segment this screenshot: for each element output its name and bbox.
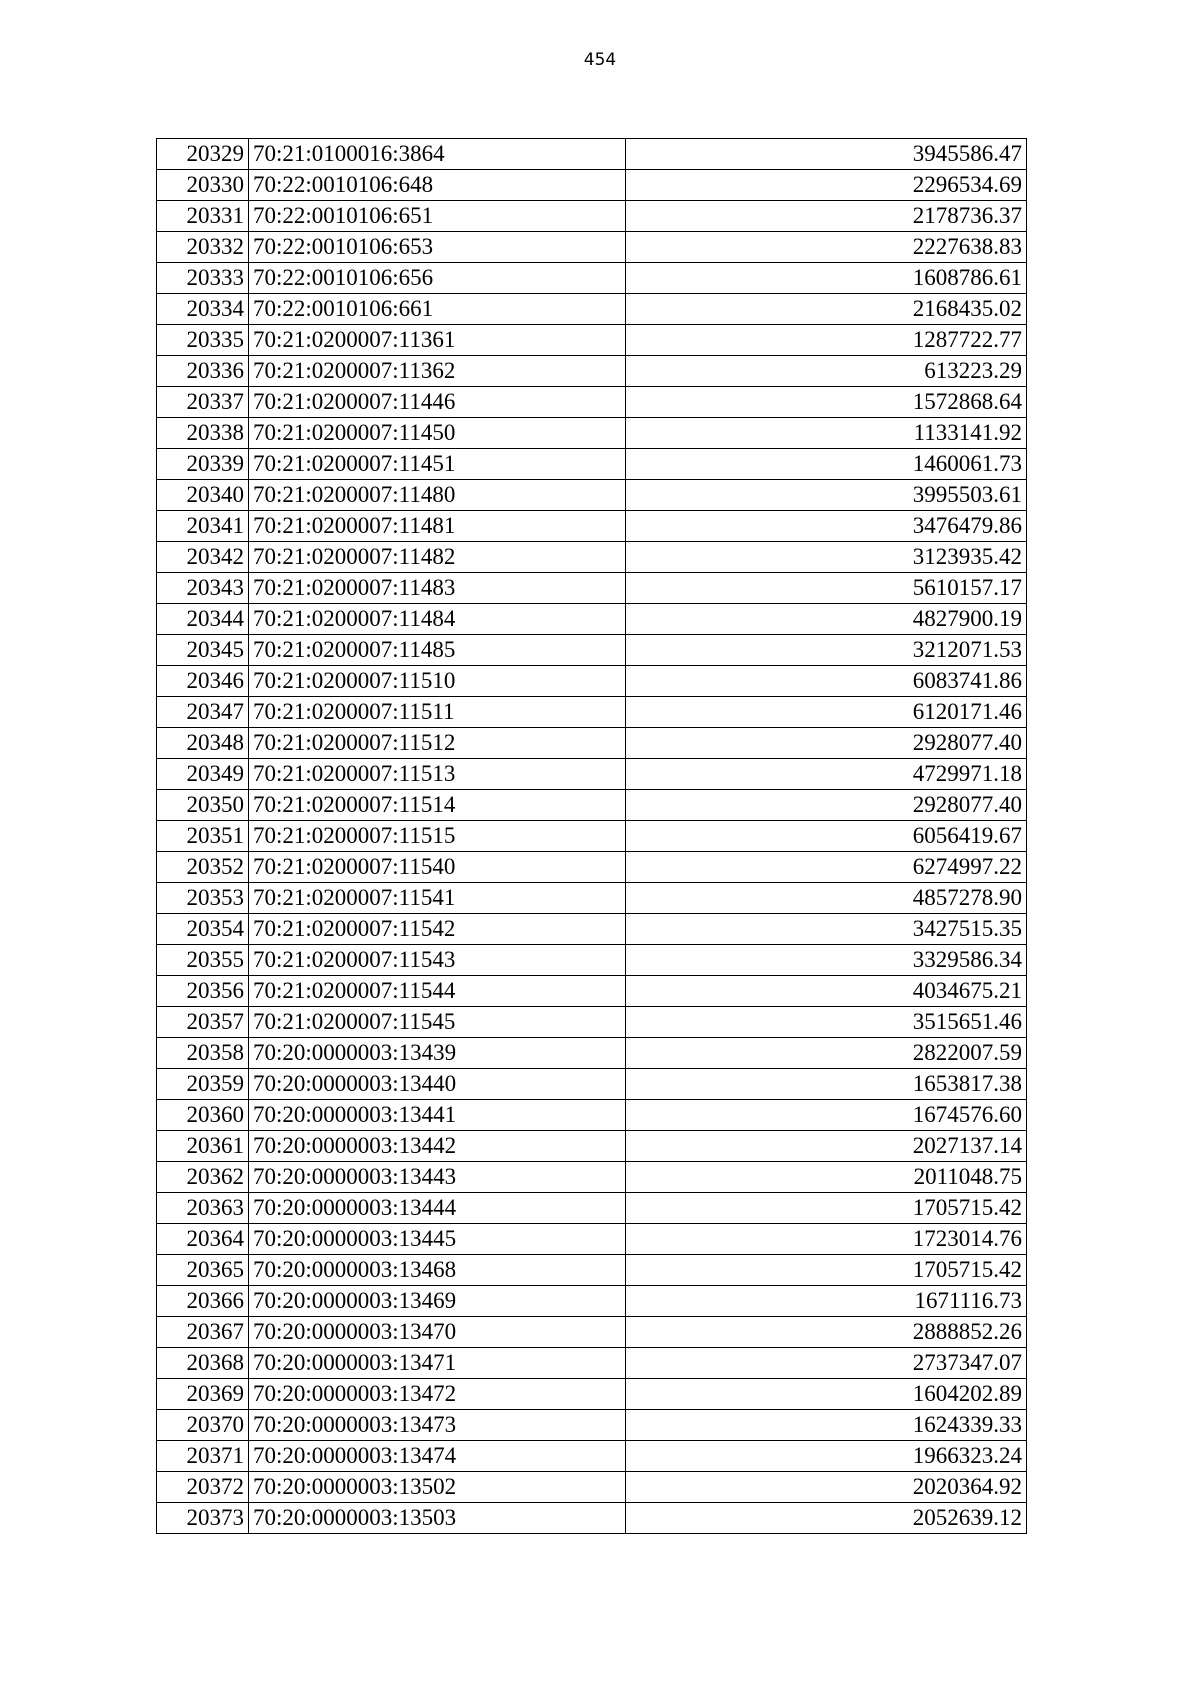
cadastral-value-cell: 3329586.34 bbox=[626, 945, 1027, 976]
table-row bbox=[157, 1348, 1027, 1379]
row-number-cell: 20344 bbox=[157, 604, 249, 635]
cadastral-number-cell: 70:21:0200007:11513 bbox=[249, 759, 626, 790]
cadastral-number-cell: 70:21:0200007:11511 bbox=[249, 697, 626, 728]
cadastral-value-cell: 3476479.86 bbox=[626, 511, 1027, 542]
table-row bbox=[157, 542, 1027, 573]
row-number-cell: 20355 bbox=[157, 945, 249, 976]
table-row bbox=[157, 263, 1027, 294]
row-number-cell: 20338 bbox=[157, 418, 249, 449]
cadastral-value-cell: 4729971.18 bbox=[626, 759, 1027, 790]
cadastral-value-table bbox=[156, 138, 1027, 1534]
cadastral-number-cell: 70:20:0000003:13471 bbox=[249, 1348, 626, 1379]
cadastral-value-cell: 4827900.19 bbox=[626, 604, 1027, 635]
row-number-cell: 20365 bbox=[157, 1255, 249, 1286]
cadastral-number-cell: 70:21:0200007:11514 bbox=[249, 790, 626, 821]
cadastral-value-cell: 1705715.42 bbox=[626, 1193, 1027, 1224]
cadastral-number-cell: 70:20:0000003:13474 bbox=[249, 1441, 626, 1472]
cadastral-value-cell: 2168435.02 bbox=[626, 294, 1027, 325]
table-row bbox=[157, 294, 1027, 325]
table-row bbox=[157, 170, 1027, 201]
cadastral-value-cell: 6274997.22 bbox=[626, 852, 1027, 883]
cadastral-number-cell: 70:21:0200007:11361 bbox=[249, 325, 626, 356]
row-number-cell: 20360 bbox=[157, 1100, 249, 1131]
table-body bbox=[157, 139, 1027, 1534]
row-number-cell: 20367 bbox=[157, 1317, 249, 1348]
table-row bbox=[157, 1286, 1027, 1317]
row-number-cell: 20332 bbox=[157, 232, 249, 263]
cadastral-number-cell: 70:22:0010106:656 bbox=[249, 263, 626, 294]
row-number-cell: 20364 bbox=[157, 1224, 249, 1255]
cadastral-value-cell: 1653817.38 bbox=[626, 1069, 1027, 1100]
row-number-cell: 20340 bbox=[157, 480, 249, 511]
cadastral-value-cell: 6083741.86 bbox=[626, 666, 1027, 697]
cadastral-value-cell: 1966323.24 bbox=[626, 1441, 1027, 1472]
table-row bbox=[157, 480, 1027, 511]
cadastral-number-cell: 70:21:0200007:11451 bbox=[249, 449, 626, 480]
cadastral-number-cell: 70:22:0010106:653 bbox=[249, 232, 626, 263]
table-row bbox=[157, 418, 1027, 449]
table-row bbox=[157, 1255, 1027, 1286]
cadastral-number-cell: 70:21:0200007:11483 bbox=[249, 573, 626, 604]
cadastral-value-cell: 3515651.46 bbox=[626, 1007, 1027, 1038]
cadastral-value-cell: 4034675.21 bbox=[626, 976, 1027, 1007]
cadastral-number-cell: 70:20:0000003:13441 bbox=[249, 1100, 626, 1131]
cadastral-number-cell: 70:22:0010106:651 bbox=[249, 201, 626, 232]
row-number-cell: 20363 bbox=[157, 1193, 249, 1224]
table-row bbox=[157, 1410, 1027, 1441]
cadastral-number-cell: 70:21:0200007:11450 bbox=[249, 418, 626, 449]
cadastral-number-cell: 70:20:0000003:13470 bbox=[249, 1317, 626, 1348]
cadastral-number-cell: 70:21:0200007:11512 bbox=[249, 728, 626, 759]
row-number-cell: 20345 bbox=[157, 635, 249, 666]
row-number-cell: 20372 bbox=[157, 1472, 249, 1503]
table-row bbox=[157, 1441, 1027, 1472]
table-row bbox=[157, 976, 1027, 1007]
row-number-cell: 20373 bbox=[157, 1503, 249, 1534]
row-number-cell: 20369 bbox=[157, 1379, 249, 1410]
row-number-cell: 20354 bbox=[157, 914, 249, 945]
cadastral-number-cell: 70:21:0200007:11510 bbox=[249, 666, 626, 697]
table-row bbox=[157, 635, 1027, 666]
row-number-cell: 20341 bbox=[157, 511, 249, 542]
cadastral-value-cell: 1674576.60 bbox=[626, 1100, 1027, 1131]
table-row bbox=[157, 945, 1027, 976]
cadastral-number-cell: 70:20:0000003:13443 bbox=[249, 1162, 626, 1193]
table-row bbox=[157, 1317, 1027, 1348]
row-number-cell: 20352 bbox=[157, 852, 249, 883]
cadastral-number-cell: 70:21:0200007:11541 bbox=[249, 883, 626, 914]
cadastral-value-cell: 1705715.42 bbox=[626, 1255, 1027, 1286]
cadastral-value-cell: 1572868.64 bbox=[626, 387, 1027, 418]
cadastral-value-cell: 2020364.92 bbox=[626, 1472, 1027, 1503]
cadastral-number-cell: 70:20:0000003:13445 bbox=[249, 1224, 626, 1255]
row-number-cell: 20336 bbox=[157, 356, 249, 387]
cadastral-number-cell: 70:21:0200007:11544 bbox=[249, 976, 626, 1007]
cadastral-value-cell: 2296534.69 bbox=[626, 170, 1027, 201]
cadastral-value-cell: 1723014.76 bbox=[626, 1224, 1027, 1255]
cadastral-number-cell: 70:20:0000003:13502 bbox=[249, 1472, 626, 1503]
row-number-cell: 20358 bbox=[157, 1038, 249, 1069]
row-number-cell: 20334 bbox=[157, 294, 249, 325]
cadastral-value-cell: 2737347.07 bbox=[626, 1348, 1027, 1379]
table-row bbox=[157, 1193, 1027, 1224]
table-row bbox=[157, 387, 1027, 418]
cadastral-value-cell: 3995503.61 bbox=[626, 480, 1027, 511]
cadastral-value-cell: 1608786.61 bbox=[626, 263, 1027, 294]
page-number: 454 bbox=[583, 50, 617, 70]
table-row bbox=[157, 728, 1027, 759]
cadastral-value-cell: 2928077.40 bbox=[626, 790, 1027, 821]
cadastral-number-cell: 70:20:0000003:13439 bbox=[249, 1038, 626, 1069]
row-number-cell: 20339 bbox=[157, 449, 249, 480]
cadastral-value-cell: 3123935.42 bbox=[626, 542, 1027, 573]
cadastral-value-cell: 1604202.89 bbox=[626, 1379, 1027, 1410]
table-row bbox=[157, 1162, 1027, 1193]
table-row bbox=[157, 1069, 1027, 1100]
cadastral-number-cell: 70:20:0000003:13444 bbox=[249, 1193, 626, 1224]
cadastral-value-cell: 6056419.67 bbox=[626, 821, 1027, 852]
table-row bbox=[157, 325, 1027, 356]
cadastral-value-cell: 2011048.75 bbox=[626, 1162, 1027, 1193]
row-number-cell: 20343 bbox=[157, 573, 249, 604]
table-row bbox=[157, 1100, 1027, 1131]
cadastral-value-cell: 3427515.35 bbox=[626, 914, 1027, 945]
cadastral-value-cell: 3212071.53 bbox=[626, 635, 1027, 666]
cadastral-number-cell: 70:21:0100016:3864 bbox=[249, 139, 626, 170]
table-row bbox=[157, 1472, 1027, 1503]
cadastral-number-cell: 70:20:0000003:13472 bbox=[249, 1379, 626, 1410]
row-number-cell: 20346 bbox=[157, 666, 249, 697]
table-row bbox=[157, 1503, 1027, 1534]
cadastral-value-cell: 2888852.26 bbox=[626, 1317, 1027, 1348]
row-number-cell: 20362 bbox=[157, 1162, 249, 1193]
cadastral-value-cell: 2227638.83 bbox=[626, 232, 1027, 263]
cadastral-value-cell: 3945586.47 bbox=[626, 139, 1027, 170]
cadastral-value-cell: 1287722.77 bbox=[626, 325, 1027, 356]
table-row bbox=[157, 356, 1027, 387]
cadastral-value-cell: 1460061.73 bbox=[626, 449, 1027, 480]
cadastral-value-cell: 5610157.17 bbox=[626, 573, 1027, 604]
row-number-cell: 20349 bbox=[157, 759, 249, 790]
cadastral-number-cell: 70:20:0000003:13440 bbox=[249, 1069, 626, 1100]
cadastral-number-cell: 70:20:0000003:13442 bbox=[249, 1131, 626, 1162]
row-number-cell: 20331 bbox=[157, 201, 249, 232]
cadastral-number-cell: 70:20:0000003:13469 bbox=[249, 1286, 626, 1317]
cadastral-value-cell: 2027137.14 bbox=[626, 1131, 1027, 1162]
table-row bbox=[157, 604, 1027, 635]
cadastral-number-cell: 70:21:0200007:11484 bbox=[249, 604, 626, 635]
cadastral-number-cell: 70:21:0200007:11480 bbox=[249, 480, 626, 511]
table-row bbox=[157, 449, 1027, 480]
cadastral-number-cell: 70:21:0200007:11542 bbox=[249, 914, 626, 945]
table-row bbox=[157, 1007, 1027, 1038]
table-row bbox=[157, 1038, 1027, 1069]
cadastral-value-cell: 1671116.73 bbox=[626, 1286, 1027, 1317]
cadastral-value-cell: 1133141.92 bbox=[626, 418, 1027, 449]
table-row bbox=[157, 790, 1027, 821]
row-number-cell: 20350 bbox=[157, 790, 249, 821]
cadastral-number-cell: 70:21:0200007:11545 bbox=[249, 1007, 626, 1038]
cadastral-value-cell: 2928077.40 bbox=[626, 728, 1027, 759]
cadastral-value-cell: 4857278.90 bbox=[626, 883, 1027, 914]
cadastral-number-cell: 70:21:0200007:11482 bbox=[249, 542, 626, 573]
cadastral-number-cell: 70:21:0200007:11485 bbox=[249, 635, 626, 666]
row-number-cell: 20371 bbox=[157, 1441, 249, 1472]
cadastral-number-cell: 70:21:0200007:11540 bbox=[249, 852, 626, 883]
table-row bbox=[157, 1224, 1027, 1255]
row-number-cell: 20335 bbox=[157, 325, 249, 356]
table-row bbox=[157, 511, 1027, 542]
row-number-cell: 20351 bbox=[157, 821, 249, 852]
cadastral-value-cell: 6120171.46 bbox=[626, 697, 1027, 728]
cadastral-number-cell: 70:21:0200007:11515 bbox=[249, 821, 626, 852]
row-number-cell: 20370 bbox=[157, 1410, 249, 1441]
row-number-cell: 20353 bbox=[157, 883, 249, 914]
cadastral-value-cell: 2822007.59 bbox=[626, 1038, 1027, 1069]
table-row bbox=[157, 1379, 1027, 1410]
table-row bbox=[157, 852, 1027, 883]
cadastral-number-cell: 70:21:0200007:11446 bbox=[249, 387, 626, 418]
cadastral-number-cell: 70:21:0200007:11362 bbox=[249, 356, 626, 387]
cadastral-value-cell: 613223.29 bbox=[626, 356, 1027, 387]
cadastral-value-cell: 2052639.12 bbox=[626, 1503, 1027, 1534]
row-number-cell: 20330 bbox=[157, 170, 249, 201]
table-row bbox=[157, 573, 1027, 604]
row-number-cell: 20342 bbox=[157, 542, 249, 573]
cadastral-number-cell: 70:21:0200007:11481 bbox=[249, 511, 626, 542]
cadastral-number-cell: 70:20:0000003:13473 bbox=[249, 1410, 626, 1441]
cadastral-number-cell: 70:20:0000003:13503 bbox=[249, 1503, 626, 1534]
table-row bbox=[157, 666, 1027, 697]
table-row bbox=[157, 821, 1027, 852]
row-number-cell: 20356 bbox=[157, 976, 249, 1007]
row-number-cell: 20366 bbox=[157, 1286, 249, 1317]
row-number-cell: 20361 bbox=[157, 1131, 249, 1162]
cadastral-value-cell: 2178736.37 bbox=[626, 201, 1027, 232]
row-number-cell: 20368 bbox=[157, 1348, 249, 1379]
table-row bbox=[157, 201, 1027, 232]
row-number-cell: 20333 bbox=[157, 263, 249, 294]
table-row bbox=[157, 883, 1027, 914]
table-row bbox=[157, 914, 1027, 945]
cadastral-number-cell: 70:20:0000003:13468 bbox=[249, 1255, 626, 1286]
table-row bbox=[157, 759, 1027, 790]
cadastral-number-cell: 70:22:0010106:661 bbox=[249, 294, 626, 325]
row-number-cell: 20329 bbox=[157, 139, 249, 170]
cadastral-value-cell: 1624339.33 bbox=[626, 1410, 1027, 1441]
table-row bbox=[157, 232, 1027, 263]
row-number-cell: 20359 bbox=[157, 1069, 249, 1100]
table-row bbox=[157, 697, 1027, 728]
row-number-cell: 20348 bbox=[157, 728, 249, 759]
cadastral-number-cell: 70:21:0200007:11543 bbox=[249, 945, 626, 976]
row-number-cell: 20357 bbox=[157, 1007, 249, 1038]
cadastral-number-cell: 70:22:0010106:648 bbox=[249, 170, 626, 201]
row-number-cell: 20337 bbox=[157, 387, 249, 418]
row-number-cell: 20347 bbox=[157, 697, 249, 728]
table-row bbox=[157, 139, 1027, 170]
table-row bbox=[157, 1131, 1027, 1162]
